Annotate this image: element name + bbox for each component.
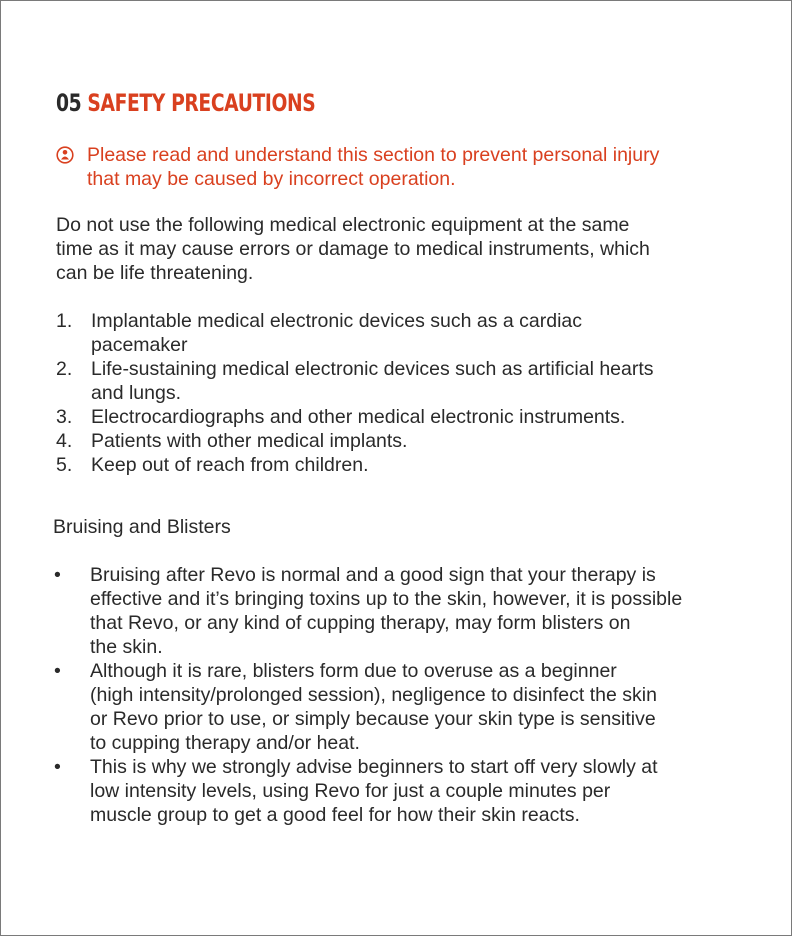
section-number: 05 (56, 89, 82, 117)
list-number: 1. (56, 310, 73, 332)
bullet-marker: • (54, 660, 61, 682)
list-line: Implantable medical electronic devices such as a cardiac (91, 310, 582, 332)
list-line: and lungs. (91, 382, 181, 404)
bullet-line: that Revo, or any kind of cupping therapy, may form blisters on (90, 612, 631, 634)
bullet-item (53, 563, 773, 659)
bullet-item (53, 659, 773, 755)
bullet-text (90, 563, 765, 659)
bullet-line: muscle group to get a good feel for how their skin reacts. (90, 804, 580, 826)
bullet-line: low intensity levels, using Revo for just a couple minutes per (90, 780, 611, 802)
intro-line: time as it may cause errors or damage to medical instruments, which (56, 238, 650, 260)
bullet-text (90, 755, 765, 827)
list-item-text (91, 429, 741, 453)
warning-line: Please read and understand this section to prevent personal injury (87, 144, 660, 166)
equipment-list (56, 309, 756, 477)
warning-notice (56, 143, 766, 191)
bullet-line: effective and it’s bringing toxins up to the skin, however, it is possible (90, 588, 683, 610)
list-number: 3. (56, 406, 73, 428)
bullet-text (90, 659, 765, 755)
warning-text (87, 143, 757, 191)
intro-line: can be life threatening. (56, 262, 254, 284)
warning-person-icon (56, 143, 87, 170)
bullet-line: Bruising after Revo is normal and a good sign that your therapy is (90, 564, 656, 586)
bullet-line: This is why we strongly advise beginners to start off very slowly at (90, 756, 658, 778)
list-item (56, 309, 756, 357)
list-line: Electrocardiographs and other medical electronic instruments. (91, 406, 626, 428)
section-title: SAFETY PRECAUTIONS (87, 89, 316, 117)
intro-paragraph (56, 213, 756, 285)
list-item (56, 453, 756, 477)
bullet-line: or Revo prior to use, or simply because your skin type is sensitive (90, 708, 656, 730)
list-item (56, 357, 756, 405)
list-item (56, 429, 756, 453)
bruising-bullet-list (53, 563, 773, 827)
intro-line: Do not use the following medical electronic equipment at the same (56, 214, 630, 236)
list-item-text (91, 405, 741, 429)
bullet-line: Although it is rare, blisters form due to overuse as a beginner (90, 660, 617, 682)
list-number: 5. (56, 454, 73, 476)
subsection-heading: Bruising and Blisters (53, 516, 231, 538)
bullet-line: the skin. (90, 636, 163, 658)
list-line: pacemaker (91, 334, 188, 356)
list-item-text (91, 357, 741, 405)
section-heading (56, 89, 315, 117)
list-line: Keep out of reach from children. (91, 454, 369, 476)
bullet-marker: • (54, 564, 61, 586)
bullet-line: (high intensity/prolonged session), negligence to disinfect the skin (90, 684, 657, 706)
bullet-item (53, 755, 773, 827)
bullet-line: to cupping therapy and/or heat. (90, 732, 360, 754)
warning-line: that may be caused by incorrect operation. (87, 168, 456, 190)
list-item-text (91, 453, 741, 477)
bullet-marker: • (54, 756, 61, 778)
list-number: 4. (56, 430, 73, 452)
list-line: Patients with other medical implants. (91, 430, 408, 452)
list-line: Life-sustaining medical electronic devices such as artificial hearts (91, 358, 654, 380)
list-item (56, 405, 756, 429)
list-number: 2. (56, 358, 73, 380)
list-item-text (91, 309, 741, 357)
